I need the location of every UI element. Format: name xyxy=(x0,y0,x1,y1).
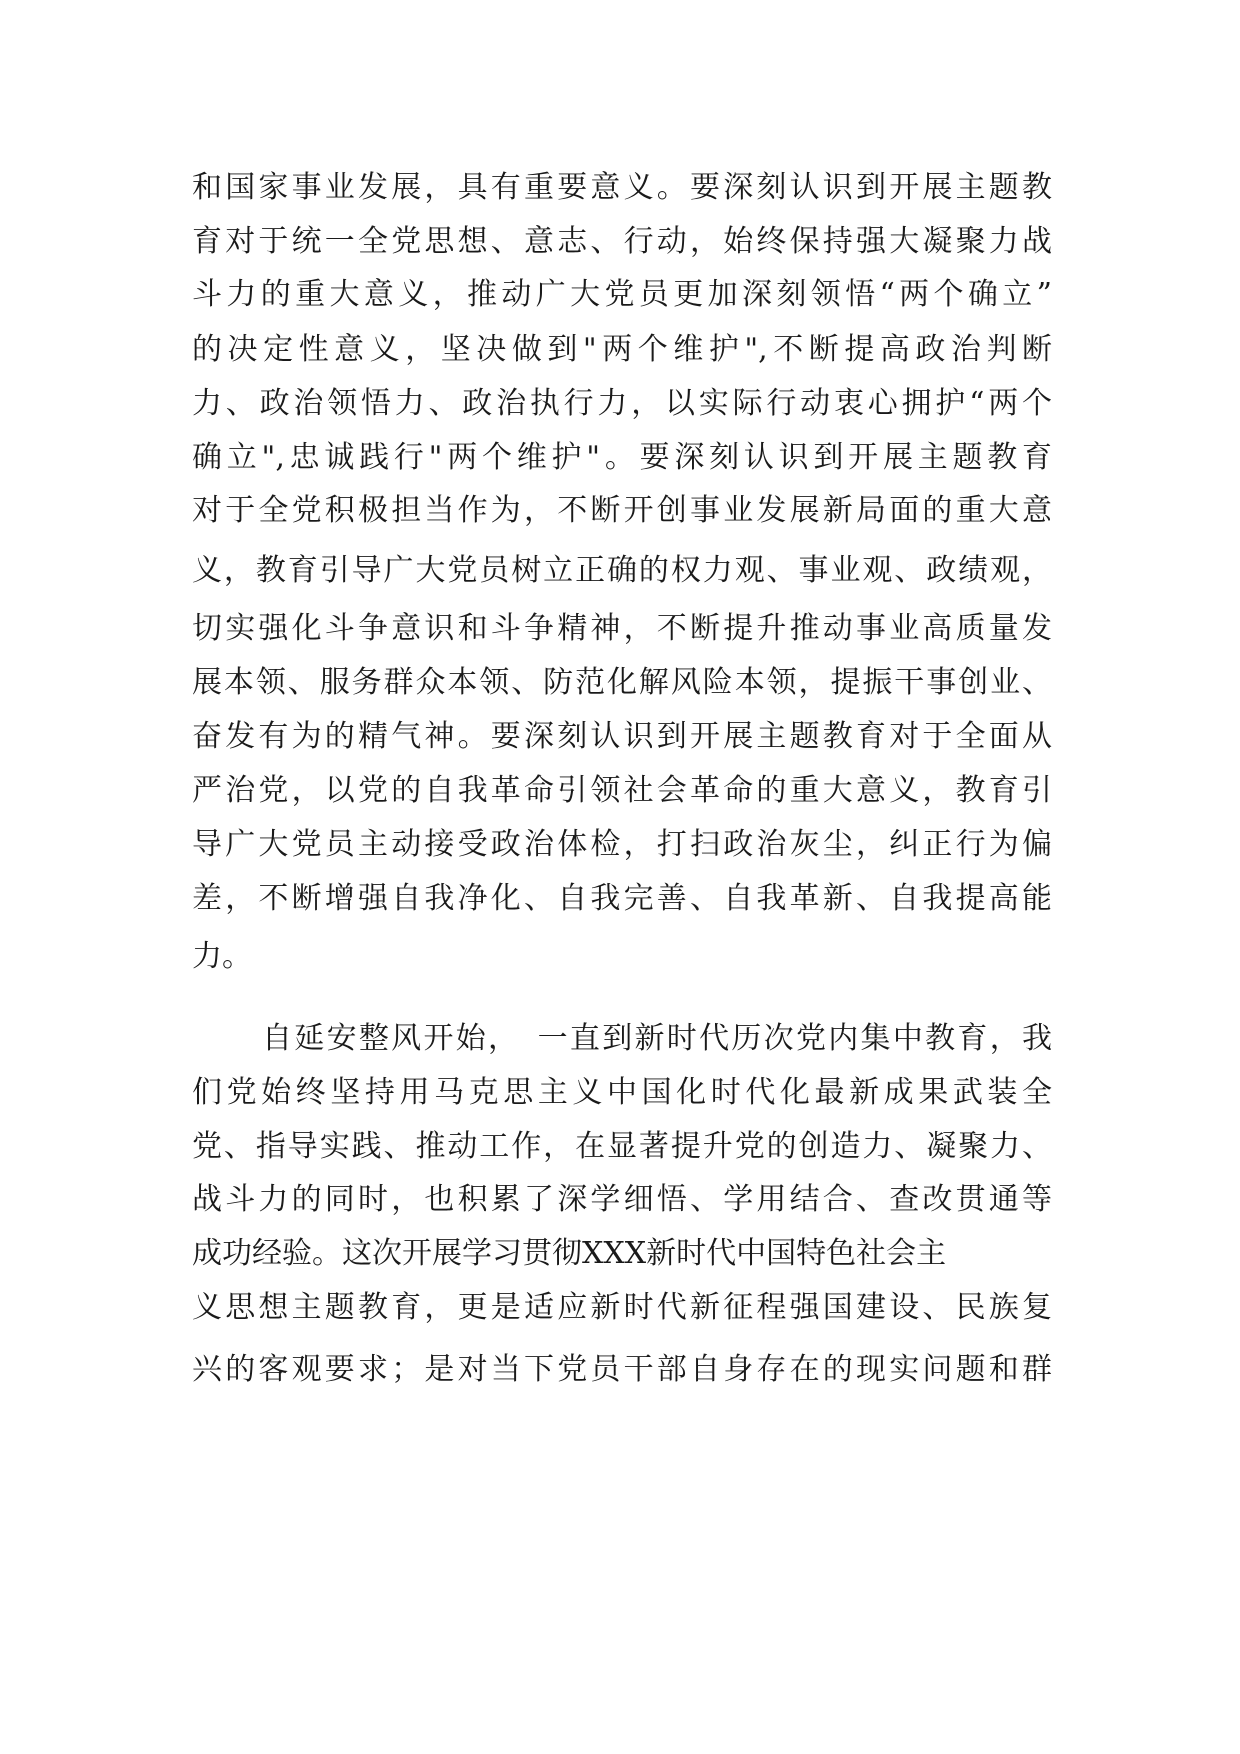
body-text-line: 导广大党员主动接受政治体检，打扫政治灰尘，纠正行为偏 xyxy=(192,827,1052,862)
body-text-line: 和国家事业发展，具有重要意义。要深刻认识到开展主题教 xyxy=(192,170,1052,205)
body-text-line: 战斗力的同时，也积累了深学细悟、学用结合、查改贯通等 xyxy=(192,1182,1052,1217)
body-text-line: 奋发有为的精气神。要深刻认识到开展主题教育对于全面从 xyxy=(192,719,1052,754)
body-text-line: 严治党，以党的自我革命引领社会革命的重大意义，教育引 xyxy=(192,773,1052,808)
body-text-line: 义，教育引导广大党员树立正确的权力观、事业观、政绩观， xyxy=(192,553,1052,588)
body-text-line: 们党始终坚持用马克思主义中国化时代化最新成果武装全 xyxy=(192,1075,1052,1110)
body-text-line: 差，不断增强自我净化、自我完善、自我革新、自我提高能 xyxy=(192,881,1052,916)
body-text-line: 力、政治领悟力、政治执行力，以实际行动衷心拥护“两个 xyxy=(192,386,1052,421)
body-text-line: 确立",忠诚践行"两个维护"。要深刻认识到开展主题教育 xyxy=(192,440,1052,475)
body-text-line: 切实强化斗争意识和斗争精神，不断提升推动事业高质量发 xyxy=(192,611,1052,646)
body-text-line: 育对于统一全党思想、意志、行动，始终保持强大凝聚力战 xyxy=(192,224,1052,259)
body-text-line: 的决定性意义，坚决做到"两个维护",不断提高政治判断 xyxy=(192,332,1052,367)
body-text-line: 展本领、服务群众本领、防范化解风险本领，提振干事创业、 xyxy=(192,665,1052,700)
body-text-line: 对于全党积极担当作为，不断开创事业发展新局面的重大意 xyxy=(192,493,1052,528)
body-text-line: 斗力的重大意义，推动广大党员更加深刻领悟“两个确立” xyxy=(192,277,1052,312)
body-text-line: 义思想主题教育，更是适应新时代新征程强国建设、民族复 xyxy=(192,1290,1052,1325)
body-text-line: 力。 xyxy=(192,939,252,974)
body-text-line: 党、指导实践、推动工作，在显著提升党的创造力、凝聚力、 xyxy=(192,1129,1052,1164)
body-text-line: 成功经验。这次开展学习贯彻XXX新时代中国特色社会主 xyxy=(192,1236,947,1271)
paragraph-first-line: 自延安整风开始， 一直到新时代历次党内集中教育，我 xyxy=(262,1021,1052,1056)
body-text-line: 兴的客观要求；是对当下党员干部自身存在的现实问题和群 xyxy=(192,1352,1052,1387)
